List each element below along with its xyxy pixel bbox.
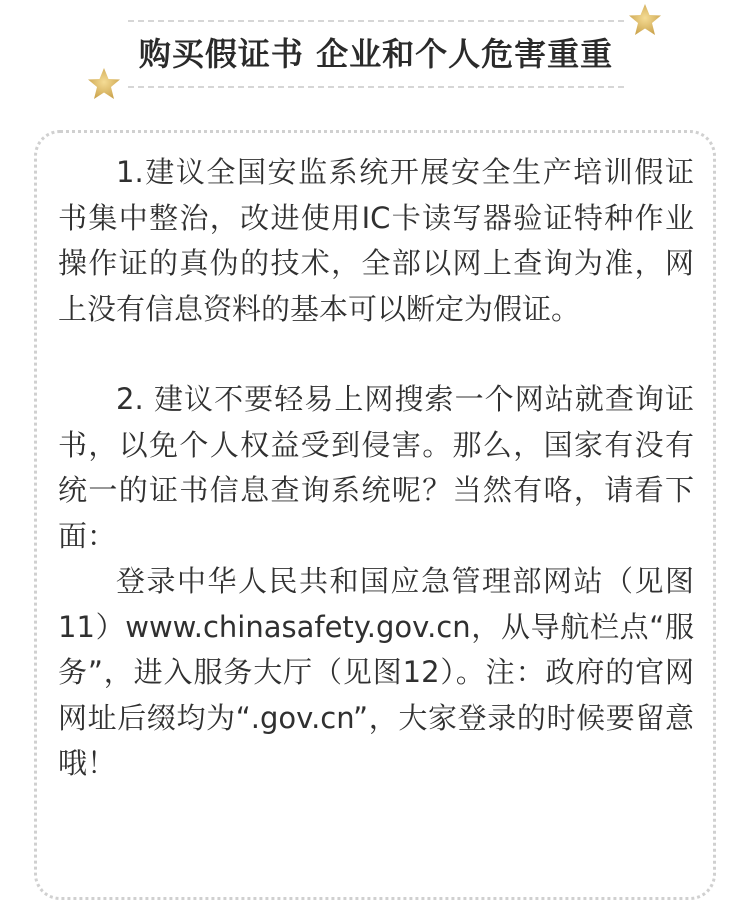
article-body [58,150,694,787]
article-title: 购买假证书 企业和个人危害重重 [138,35,614,73]
star-icon [627,2,663,38]
paragraph-suggestion-1: 1.建议全国安监系统开展安全生产培训假证书集中整治，改进使用IC卡读写器验证特种作业操作证的真伪的技术，全部以网上查询为准，网上没有信息资料的基本可以断定为假证。 [58,155,694,326]
star-icon [86,66,122,102]
article-header [0,0,752,120]
paragraph-suggestion-2: 2. 建议不要轻易上网搜索一个网站就查询证书，以免个人权益受到侵害。那么，国家有没有统一的证书信息查询系统呢？当然有咯，请看下面： [58,382,694,553]
top-dashed-divider [128,20,624,22]
bottom-dashed-divider [128,86,624,88]
paragraph-login-instructions: 登录中华人民共和国应急管理部网站（见图11）www.chinasafety.gov.cn，从导航栏点“服务”，进入服务大厅（见图12）。注：政府的官网网址后缀均为“.gov.cn”，大家登录的时候要留意哦！ [58,564,694,780]
